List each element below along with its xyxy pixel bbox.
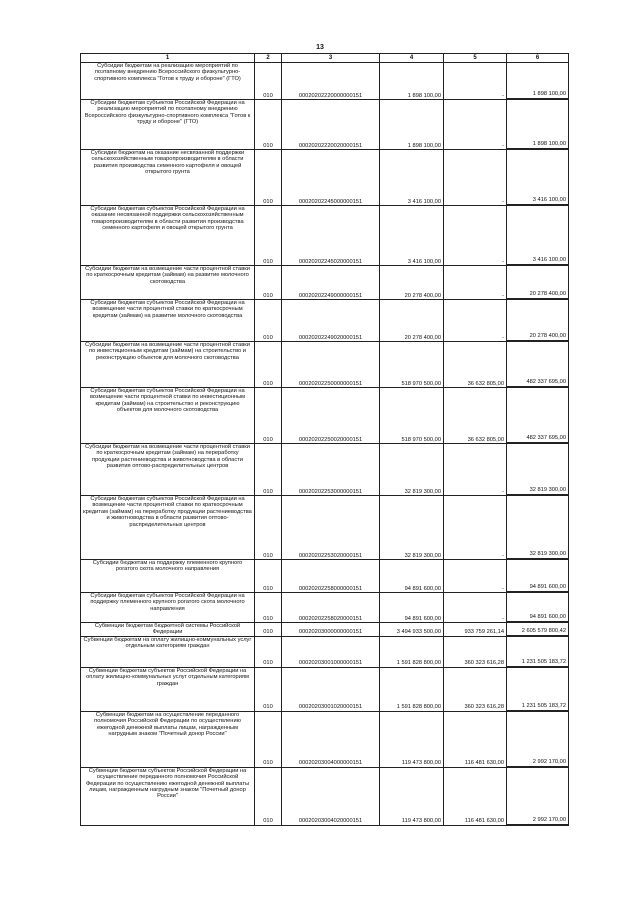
row-kbk-code: 00020202245020000151 bbox=[282, 206, 380, 266]
row-name: Субвенции бюджетам субъектов Российской Федерации на осуществление переданного полномочия Российской Федерации по осуществлению ежегодной денежной выплаты лицам, награжденным нагрудным знаком "Почетный донор России" bbox=[81, 767, 255, 825]
table-row bbox=[81, 100, 569, 150]
row-approved-amount: 94 891 600,00 bbox=[380, 593, 444, 623]
row-kbk-code: 00020202220000000151 bbox=[282, 63, 380, 100]
row-unexecuted-value: 3 416 100,00 bbox=[507, 257, 568, 265]
row-name: Субсидии бюджетам субъектов Российской Федерации на возмещение части процентной ставки по инвестиционным кредитам (займам) на строительство и реконструкцию объектов для молочного скотоводства bbox=[81, 388, 255, 444]
row-approved-amount: 1 591 828 800,00 bbox=[380, 636, 444, 667]
row-kbk-code: 00020203001020000151 bbox=[282, 667, 380, 711]
table-row bbox=[81, 444, 569, 496]
row-code: 010 bbox=[255, 300, 282, 342]
row-unexecuted-amount bbox=[507, 636, 569, 667]
table-row bbox=[81, 342, 569, 388]
row-unexecuted-amount bbox=[507, 63, 569, 100]
row-unexecuted-value: 2 992 170,00 bbox=[507, 759, 568, 767]
row-approved-amount: 3 416 100,00 bbox=[380, 206, 444, 266]
row-unexecuted-amount bbox=[507, 266, 569, 300]
row-unexecuted-amount bbox=[507, 667, 569, 711]
table-row bbox=[81, 388, 569, 444]
row-unexecuted-amount bbox=[507, 388, 569, 444]
table-row bbox=[81, 496, 569, 560]
row-approved-amount: 94 891 600,00 bbox=[380, 560, 444, 593]
row-name: Субсидии бюджетам на оказание несвязанной поддержки сельскохозяйственным товаропроизводителям в области развития производства семенного картофеля и овощей открытого грунта bbox=[81, 150, 255, 206]
row-code: 010 bbox=[255, 342, 282, 388]
row-code: 010 bbox=[255, 444, 282, 496]
row-executed-amount: 36 632 805,00 bbox=[444, 388, 507, 444]
row-kbk-code: 00020203000000000151 bbox=[282, 623, 380, 637]
row-code: 010 bbox=[255, 388, 282, 444]
row-unexecuted-amount bbox=[507, 300, 569, 342]
row-executed-amount: - bbox=[444, 206, 507, 266]
row-executed-amount: - bbox=[444, 300, 507, 342]
column-header: 3 bbox=[282, 54, 380, 63]
row-executed-amount: - bbox=[444, 266, 507, 300]
row-unexecuted-amount bbox=[507, 206, 569, 266]
row-unexecuted-value: 2 992 170,00 bbox=[507, 817, 568, 825]
row-name: Субсидии бюджетам субъектов Российской Федерации на оказание несвязанной поддержки сельскохозяйственным товаропроизводителям в области развития производства семенного картофеля и овощей открытого грунта bbox=[81, 206, 255, 266]
row-unexecuted-value: 3 416 100,00 bbox=[507, 197, 568, 205]
row-approved-amount: 32 819 300,00 bbox=[380, 496, 444, 560]
row-approved-amount: 3 416 100,00 bbox=[380, 150, 444, 206]
row-executed-amount: - bbox=[444, 100, 507, 150]
table-row bbox=[81, 63, 569, 100]
row-kbk-code: 00020202258020000151 bbox=[282, 593, 380, 623]
row-name: Субсидии бюджетам на реализацию мероприятий по поэтапному внедрению Всероссийского физкультурно-спортивного комплекса "Готов к труду и обороне" (ГТО) bbox=[81, 63, 255, 100]
row-name: Субсидии бюджетам на возмещение части процентной ставки по краткосрочным кредитам (займам) на переработку продукции растениеводства и животноводства в области развития оптово-распределительных центров bbox=[81, 444, 255, 496]
row-approved-amount: 518 970 500,00 bbox=[380, 388, 444, 444]
row-unexecuted-value: 32 819 300,00 bbox=[507, 551, 568, 559]
row-kbk-code: 00020203004000000151 bbox=[282, 711, 380, 767]
row-executed-amount: 116 481 630,00 bbox=[444, 711, 507, 767]
column-header: 1 bbox=[81, 54, 255, 63]
row-approved-amount: 1 898 100,00 bbox=[380, 100, 444, 150]
row-executed-amount: - bbox=[444, 560, 507, 593]
row-unexecuted-value: 94 891 600,00 bbox=[507, 614, 568, 622]
row-name: Субвенции бюджетам бюджетной системы Российской Федерации bbox=[81, 623, 255, 637]
table-row bbox=[81, 150, 569, 206]
row-approved-amount: 1 591 828 800,00 bbox=[380, 667, 444, 711]
row-code: 010 bbox=[255, 767, 282, 825]
row-unexecuted-amount bbox=[507, 100, 569, 150]
row-unexecuted-amount bbox=[507, 711, 569, 767]
table-row bbox=[81, 711, 569, 767]
column-header: 4 bbox=[380, 54, 444, 63]
row-kbk-code: 00020202249020000151 bbox=[282, 300, 380, 342]
row-code: 010 bbox=[255, 100, 282, 150]
row-executed-amount: 360 323 616,28 bbox=[444, 667, 507, 711]
row-kbk-code: 00020202258000000151 bbox=[282, 560, 380, 593]
row-code: 010 bbox=[255, 667, 282, 711]
row-code: 010 bbox=[255, 496, 282, 560]
row-approved-amount: 20 278 400,00 bbox=[380, 300, 444, 342]
row-approved-amount: 119 473 800,00 bbox=[380, 711, 444, 767]
row-approved-amount: 1 898 100,00 bbox=[380, 63, 444, 100]
column-header: 2 bbox=[255, 54, 282, 63]
row-kbk-code: 00020202253020000151 bbox=[282, 496, 380, 560]
row-code: 010 bbox=[255, 623, 282, 637]
row-unexecuted-value: 1 231 505 183,72 bbox=[507, 659, 568, 667]
table-row bbox=[81, 593, 569, 623]
row-name: Субвенции бюджетам на оплату жилищно-коммунальных услуг отдельным категориям граждан bbox=[81, 636, 255, 667]
row-unexecuted-amount bbox=[507, 623, 569, 637]
budget-table bbox=[80, 53, 569, 826]
row-unexecuted-amount bbox=[507, 496, 569, 560]
row-name: Субсидии бюджетам субъектов Российской Федерации на возмещение части процентной ставки по краткосрочным кредитам (займам) на переработку продукции растениеводства и животноводства в области развития оптово-распределительных центров bbox=[81, 496, 255, 560]
row-unexecuted-value: 482 337 695,00 bbox=[507, 379, 568, 387]
row-name: Субсидии бюджетам на поддержку племенного крупного рогатого скота молочного направления bbox=[81, 560, 255, 593]
row-code: 010 bbox=[255, 593, 282, 623]
row-kbk-code: 00020203001000000151 bbox=[282, 636, 380, 667]
row-approved-amount: 20 278 400,00 bbox=[380, 266, 444, 300]
row-unexecuted-amount bbox=[507, 560, 569, 593]
row-unexecuted-amount bbox=[507, 767, 569, 825]
row-approved-amount: 119 473 800,00 bbox=[380, 767, 444, 825]
row-code: 010 bbox=[255, 711, 282, 767]
row-kbk-code: 00020202220020000151 bbox=[282, 100, 380, 150]
row-executed-amount: - bbox=[444, 444, 507, 496]
row-name: Субсидии бюджетам субъектов Российской Федерации на возмещение части процентной ставки по краткосрочным кредитам (займам) на развитие молочного скотоводства bbox=[81, 300, 255, 342]
row-unexecuted-value: 1 898 100,00 bbox=[507, 141, 568, 149]
header-row bbox=[81, 54, 569, 63]
row-name: Субвенции бюджетам субъектов Российской Федерации на оплату жилищно-коммунальных услуг отдельным категориям граждан bbox=[81, 667, 255, 711]
column-header: 5 bbox=[444, 54, 507, 63]
table-row bbox=[81, 636, 569, 667]
row-executed-amount: - bbox=[444, 63, 507, 100]
row-unexecuted-value: 94 891 600,00 bbox=[507, 584, 568, 592]
row-code: 010 bbox=[255, 266, 282, 300]
row-kbk-code: 00020202250000000151 bbox=[282, 342, 380, 388]
row-unexecuted-amount bbox=[507, 150, 569, 206]
table-row bbox=[81, 266, 569, 300]
page-number: 13 bbox=[316, 44, 324, 51]
row-name: Субсидии бюджетам на возмещение части процентной ставки по краткосрочным кредитам (займам) на развитие молочного скотоводства bbox=[81, 266, 255, 300]
row-unexecuted-amount bbox=[507, 444, 569, 496]
row-kbk-code: 00020202249000000151 bbox=[282, 266, 380, 300]
row-code: 010 bbox=[255, 636, 282, 667]
row-unexecuted-value: 1 898 100,00 bbox=[507, 91, 568, 99]
table-row bbox=[81, 623, 569, 637]
row-unexecuted-amount bbox=[507, 593, 569, 623]
row-code: 010 bbox=[255, 206, 282, 266]
row-executed-amount: 360 323 616,28 bbox=[444, 636, 507, 667]
row-kbk-code: 00020203004020000151 bbox=[282, 767, 380, 825]
row-executed-amount: 36 632 805,00 bbox=[444, 342, 507, 388]
row-name: Субсидии бюджетам субъектов Российской Федерации на поддержку племенного крупного рогатого скота молочного направления bbox=[81, 593, 255, 623]
row-unexecuted-value: 20 278 400,00 bbox=[507, 291, 568, 299]
row-executed-amount: - bbox=[444, 150, 507, 206]
row-approved-amount: 32 819 300,00 bbox=[380, 444, 444, 496]
row-kbk-code: 00020202250020000151 bbox=[282, 388, 380, 444]
row-unexecuted-value: 2 605 579 800,42 bbox=[507, 628, 568, 636]
row-unexecuted-value: 1 231 505 183,72 bbox=[507, 703, 568, 711]
row-unexecuted-value: 482 337 695,00 bbox=[507, 435, 568, 443]
row-executed-amount: - bbox=[444, 593, 507, 623]
row-kbk-code: 00020202253000000151 bbox=[282, 444, 380, 496]
column-header: 6 bbox=[507, 54, 569, 63]
table-row bbox=[81, 560, 569, 593]
row-approved-amount: 3 494 933 500,00 bbox=[380, 623, 444, 637]
row-code: 010 bbox=[255, 63, 282, 100]
row-name: Субсидии бюджетам на возмещение части процентной ставки по инвестиционным кредитам (займам) на строительство и реконструкцию объектов для молочного скотоводства bbox=[81, 342, 255, 388]
row-unexecuted-value: 32 819 300,00 bbox=[507, 487, 568, 495]
row-unexecuted-amount bbox=[507, 342, 569, 388]
row-name: Субвенции бюджетам на осуществление переданного полномочия Российской Федерации по осуществлению ежегодной денежной выплаты лицам, награжденным нагрудным знаком "Почетный донор России" bbox=[81, 711, 255, 767]
table-row bbox=[81, 767, 569, 825]
table-row bbox=[81, 206, 569, 266]
row-executed-amount: - bbox=[444, 496, 507, 560]
row-approved-amount: 518 970 500,00 bbox=[380, 342, 444, 388]
table-row bbox=[81, 667, 569, 711]
row-name: Субсидии бюджетам субъектов Российской Федерации на реализацию мероприятий по поэтапному внедрению Всероссийского физкультурно-спортивного комплекса "Готов к труду и обороне" (ГТО) bbox=[81, 100, 255, 150]
row-kbk-code: 00020202245000000151 bbox=[282, 150, 380, 206]
row-code: 010 bbox=[255, 560, 282, 593]
table-row bbox=[81, 300, 569, 342]
row-executed-amount: 933 759 261,14 bbox=[444, 623, 507, 637]
row-unexecuted-value: 20 278 400,00 bbox=[507, 333, 568, 341]
row-code: 010 bbox=[255, 150, 282, 206]
row-executed-amount: 116 481 630,00 bbox=[444, 767, 507, 825]
